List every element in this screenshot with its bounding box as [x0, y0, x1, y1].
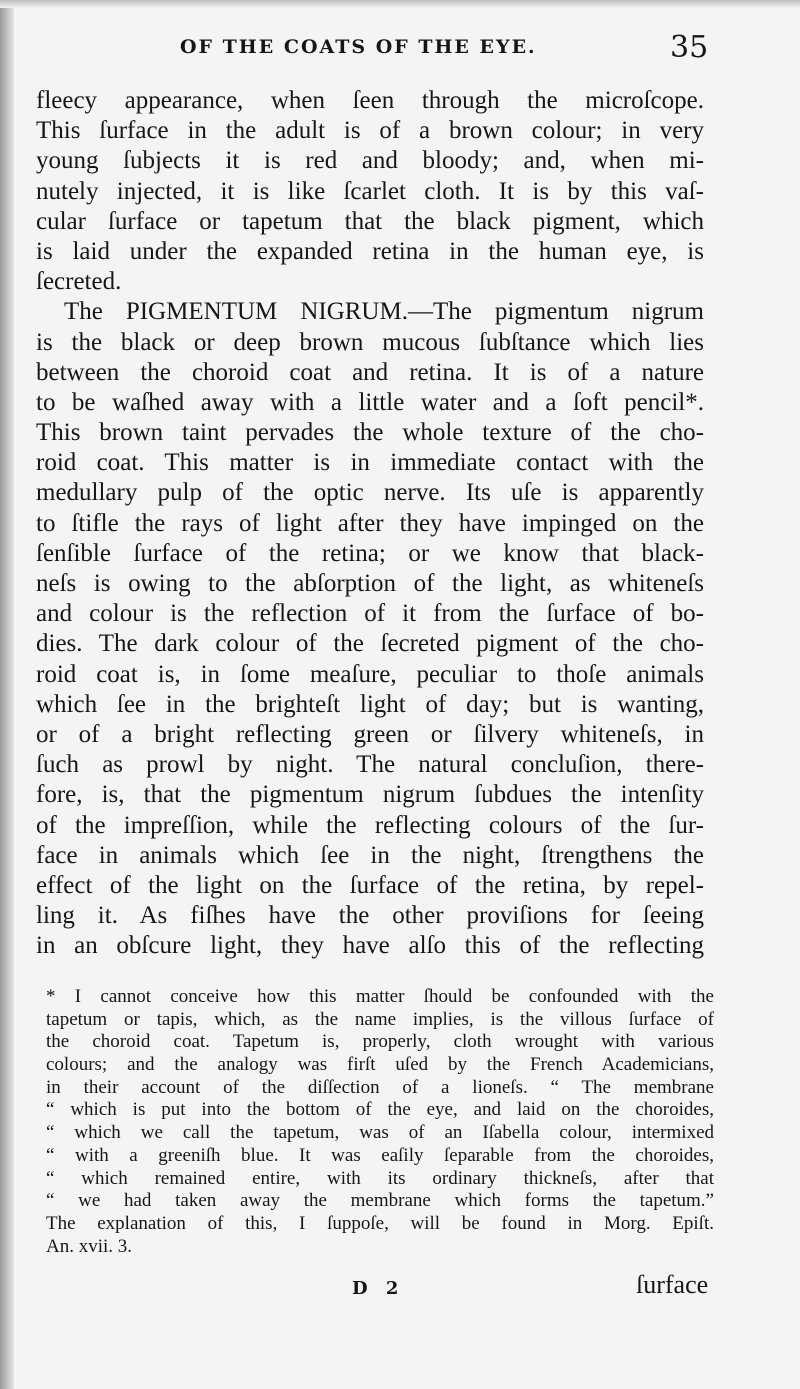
body-line: cular ſurface or tapetum that the black pigment, which: [36, 207, 704, 235]
body-line: ling it. As fiſhes have the other proviſions for ſeeing: [36, 902, 704, 930]
body-line: roid coat. This matter is in immediate contact with the: [36, 449, 704, 477]
paragraph-start-line: The PIGMENTUM NIGRUM.—The pigmentum nigrum: [64, 298, 704, 326]
body-text: [36, 86, 704, 961]
catchword: ſurface: [636, 1270, 709, 1299]
body-line: ſecreted.: [36, 268, 122, 296]
footnote-line: * I cannot conceive how this matter ſhould be confounded with the: [46, 986, 714, 1007]
page-edge-shadow: [0, 0, 14, 1389]
body-line: or of a bright reflecting green or ſilvery whiteneſs, in: [36, 720, 704, 748]
body-line: young ſubjects it is red and bloody; and, when mi-: [36, 147, 704, 175]
body-line: fleecy appearance, when ſeen through the microſcope.: [36, 87, 704, 114]
footnote: [46, 986, 714, 1258]
footnote-line: tapetum or tapis, which, as the name implies, is the villous ſurface of: [46, 1008, 714, 1030]
body-line: between the choroid coat and retina. It is of a nature: [36, 358, 704, 386]
body-line: is laid under the expanded retina in the human eye, is: [36, 237, 704, 265]
footnote-line: “ which we call the tapetum, was of an Iſabella colour, intermixed: [46, 1122, 714, 1144]
footnote-line: “ which is put into the bottom of the eye, and laid on the choroides,: [46, 1099, 714, 1121]
body-line: effect of the light on the ſurface of the retina, by repel-: [36, 871, 704, 899]
body-line: of the impreſſion, while the reflecting colours of the ſur-: [36, 811, 704, 839]
page-top-shadow: [0, 0, 800, 8]
body-line: neſs is owing to the abſorption of the light, as whiteneſs: [36, 570, 704, 597]
footnote-line: An. xvii. 3.: [46, 1235, 133, 1257]
footnote-line: “ with a greeniſh blue. It was eaſily ſeparable from the choroides,: [46, 1144, 714, 1166]
footnote-line: colours; and the analogy was firſt uſed by the French Academicians,: [46, 1054, 714, 1076]
body-line: to be waſhed away with a little water and a ſoft pencil*.: [36, 388, 704, 416]
body-line: ſenſible ſurface of the retina; or we know that black-: [36, 539, 704, 567]
body-line: This brown taint pervades the whole texture of the cho-: [36, 419, 704, 447]
body-line: and colour is the reflection of it from the ſurface of bo-: [36, 600, 704, 628]
body-line: This ſurface in the adult is of a brown colour; in very: [36, 117, 704, 145]
body-line: fore, is, that the pigmentum nigrum ſubdues the intenſity: [36, 781, 704, 809]
body-line: is the black or deep brown mucous ſubſtance which lies: [36, 328, 704, 356]
body-line: roid coat is, in ſome meaſure, peculiar to thoſe animals: [36, 660, 704, 688]
body-line: ſuch as prowl by night. The natural concluſion, there-: [36, 751, 704, 779]
body-line: face in animals which ſee in the night, ſtrengthens the: [36, 841, 704, 869]
page-number: 35: [670, 30, 709, 65]
body-line: dies. The dark colour of the ſecreted pigment of the cho-: [36, 630, 704, 658]
footnote-line: The explanation of this, I ſuppoſe, will be found in Morg. Epiſt.: [46, 1212, 714, 1234]
body-line: nutely injected, it is like ſcarlet cloth. It is by this vaſ-: [36, 177, 704, 205]
footnote-line: the choroid coat. Tapetum is, properly, cloth wrought with various: [46, 1031, 714, 1053]
footnote-line: “ which remained entire, with its ordinary thickneſs, after that: [46, 1167, 714, 1189]
body-line: which ſee in the brighteſt light of day; but is wanting,: [36, 690, 704, 718]
body-line: in an obſcure light, they have alſo this of the reflecting: [36, 932, 704, 960]
running-head: OF THE COATS OF THE EYE.: [180, 36, 537, 58]
printer-signature: D 2: [352, 1278, 405, 1299]
footnote-line: “ we had taken away the membrane which forms the tapetum.”: [46, 1190, 714, 1212]
footnote-line: in their account of the diſſection of a lioneſs. “ The membrane: [46, 1076, 714, 1098]
body-line: to ſtifle the rays of light after they have impinged on the: [36, 509, 704, 537]
body-line: medullary pulp of the optic nerve. Its uſe is apparently: [36, 479, 704, 507]
